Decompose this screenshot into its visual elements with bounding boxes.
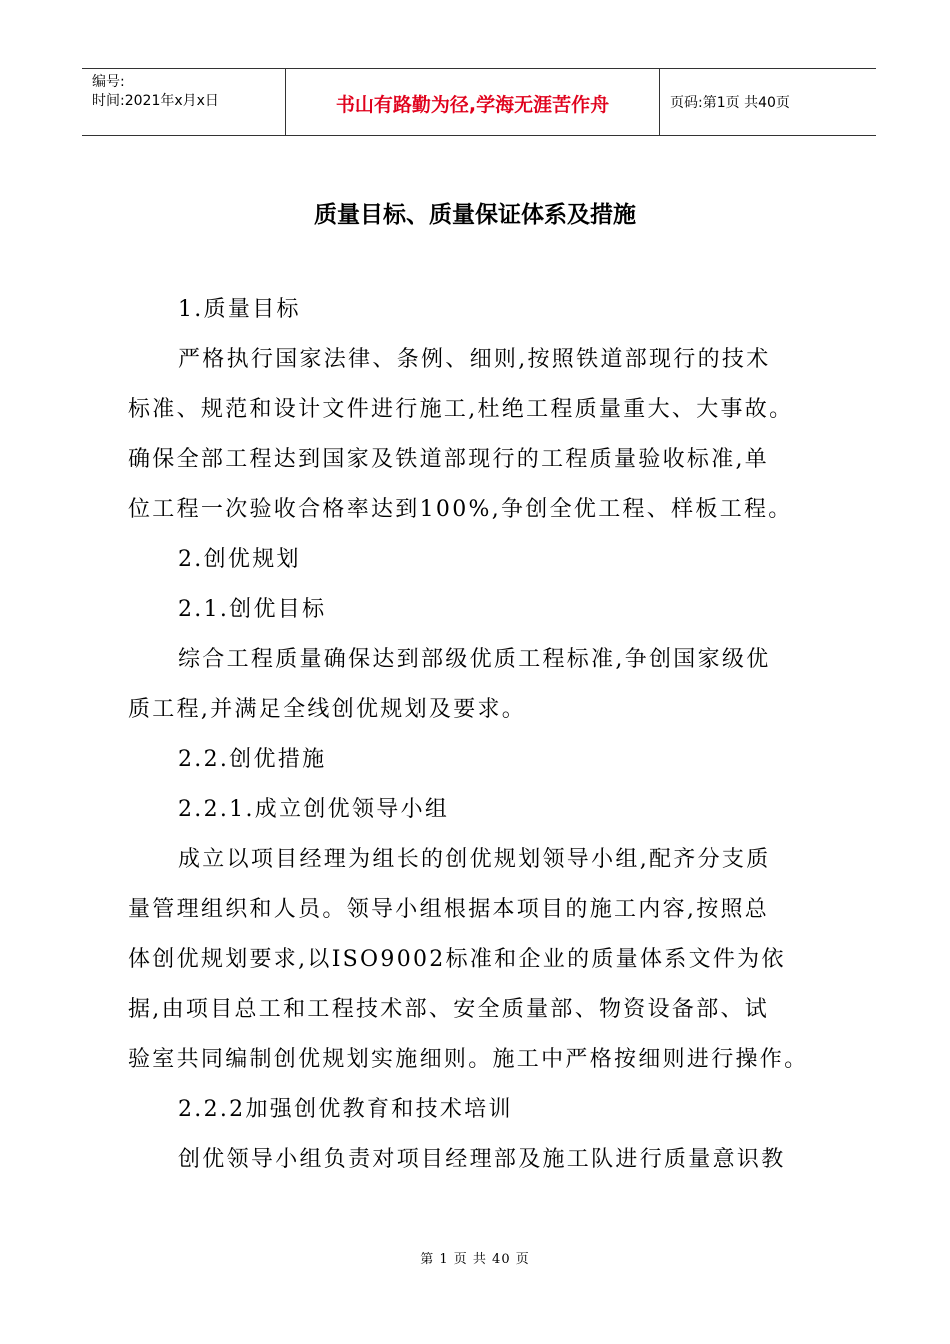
header-page-info: 页码:第1页 共40页 xyxy=(670,95,790,111)
heading-line: 2.2.1.成立创优领导小组 xyxy=(178,797,450,822)
paragraph-line: 量管理组织和人员。领导小组根据本项目的施工内容,按照总 xyxy=(128,897,770,922)
paragraph-line: 验室共同编制创优规划实施细则。施工中严格按细则进行操作。 xyxy=(128,1047,809,1072)
paragraph-line: 据,由项目总工和工程技术部、安全质量部、物资设备部、试 xyxy=(128,997,770,1022)
paragraph-line: 创优领导小组负责对项目经理部及施工队进行质量意识教 xyxy=(178,1147,786,1172)
heading-line: 2.1.创优目标 xyxy=(178,597,327,622)
serial-label: 编号: xyxy=(92,74,125,90)
paragraph-line: 位工程一次验收合格率达到100%,争创全优工程、样板工程。 xyxy=(128,497,793,522)
page-footer: 第 1 页 共 40 页 xyxy=(420,1252,530,1267)
heading-line: 2.2.创优措施 xyxy=(178,747,327,772)
heading-line: 2.2.2加强创优教育和技术培训 xyxy=(178,1097,513,1122)
header-meta xyxy=(82,69,286,135)
paragraph-line: 严格执行国家法律、条例、细则,按照铁道部现行的技术 xyxy=(178,347,771,372)
paragraph-line: 确保全部工程达到国家及铁道部现行的工程质量验收标准,单 xyxy=(128,447,770,472)
header-motto: 书山有路勤为径,学海无涯苦作舟 xyxy=(286,69,660,135)
heading-line: 1.质量目标 xyxy=(178,297,301,322)
heading-line: 2.创优规划 xyxy=(178,547,301,572)
paragraph-line: 成立以项目经理为组长的创优规划领导小组,配齐分支质 xyxy=(178,847,771,872)
paragraph-line: 质工程,并满足全线创优规划及要求。 xyxy=(128,697,527,722)
time-label: 时间:2021年x月x日 xyxy=(92,93,219,109)
paragraph-line: 综合工程质量确保达到部级优质工程标准,争创国家级优 xyxy=(178,647,771,672)
page-header xyxy=(82,68,876,136)
document-title: 质量目标、质量保证体系及措施 xyxy=(314,202,636,228)
paragraph-line: 体创优规划要求,以ISO9002标准和企业的质量体系文件为依 xyxy=(128,947,786,972)
paragraph-line: 标准、规范和设计文件进行施工,杜绝工程质量重大、大事故。 xyxy=(128,397,794,422)
